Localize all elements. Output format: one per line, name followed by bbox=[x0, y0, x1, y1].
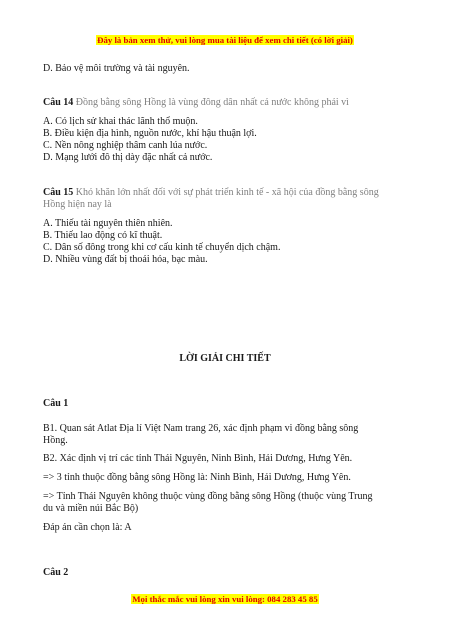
solution-1-answer: Đáp án cần chọn là: A bbox=[43, 522, 132, 533]
solution-1-b1-line2: Hồng. bbox=[43, 435, 68, 446]
solution-1-b1-line1: B1. Quan sát Atlat Địa lí Việt Nam trang 26, xác định phạm vi đồng bằng sông bbox=[43, 423, 359, 434]
solution-1-title: Câu 1 bbox=[43, 398, 69, 409]
question-15 bbox=[43, 187, 379, 199]
solution-1-result-2-line1: => Tỉnh Thái Nguyên không thuộc vùng đồng bằng sông Hồng (thuộc vùng Trung bbox=[43, 491, 373, 502]
question-15-number: Câu 15 bbox=[43, 187, 74, 198]
q14-option-d: D. Mạng lưới đô thị dày đặc nhất cả nước. bbox=[43, 152, 213, 163]
question-15-text-line1: Khó khăn lớn nhất đối với sự phát triển kinh tế - xã hội của đồng bằng sông bbox=[75, 187, 379, 198]
preview-banner bbox=[0, 30, 450, 48]
q14-option-b: B. Điều kiện địa hình, nguồn nước, khí hậu thuận lợi. bbox=[43, 128, 257, 139]
question-14-number: Câu 14 bbox=[43, 97, 74, 108]
question-14-text: Đồng bằng sông Hồng là vùng đông dân nhất cả nước không phải vì bbox=[75, 97, 349, 108]
solution-1-result-2-line2: du và miền núi Bắc Bộ) bbox=[43, 503, 139, 514]
question-15-text-line2: Hồng hiện nay là bbox=[43, 199, 112, 210]
question-14 bbox=[43, 97, 349, 109]
solution-heading: LỜI GIẢI CHI TIẾT bbox=[179, 353, 271, 364]
solution-1-result-1: => 3 tỉnh thuộc đồng bằng sông Hồng là: Ninh Bình, Hải Dương, Hưng Yên. bbox=[43, 472, 351, 483]
prev-option-d: D. Bảo vệ môi trường và tài nguyên. bbox=[43, 63, 190, 74]
contact-footer bbox=[0, 589, 450, 607]
solution-1-b2: B2. Xác định vị trí các tỉnh Thái Nguyên, Ninh Bình, Hải Dương, Hưng Yên. bbox=[43, 453, 353, 464]
q14-option-c: C. Nền nông nghiệp thâm canh lúa nước. bbox=[43, 140, 208, 151]
solution-2-title: Câu 2 bbox=[43, 567, 69, 578]
q14-option-a: A. Có lịch sử khai thác lãnh thổ muộn. bbox=[43, 116, 198, 127]
q15-option-b: B. Thiếu lao động có kĩ thuật. bbox=[43, 230, 163, 241]
q15-option-c: C. Dân số đông trong khi cơ cấu kinh tế chuyển dịch chậm. bbox=[43, 242, 281, 253]
contact-footer-text: Mọi thắc mắc vui lòng xin vui lòng: 084 283 45 85 bbox=[132, 594, 318, 604]
preview-banner-text: Đây là bản xem thử, vui lòng mua tài liệu để xem chi tiết (có lời giải) bbox=[97, 35, 353, 45]
q15-option-a: A. Thiếu tài nguyên thiên nhiên. bbox=[43, 218, 173, 229]
q15-option-d: D. Nhiều vùng đất bị thoái hóa, bạc màu. bbox=[43, 254, 208, 265]
